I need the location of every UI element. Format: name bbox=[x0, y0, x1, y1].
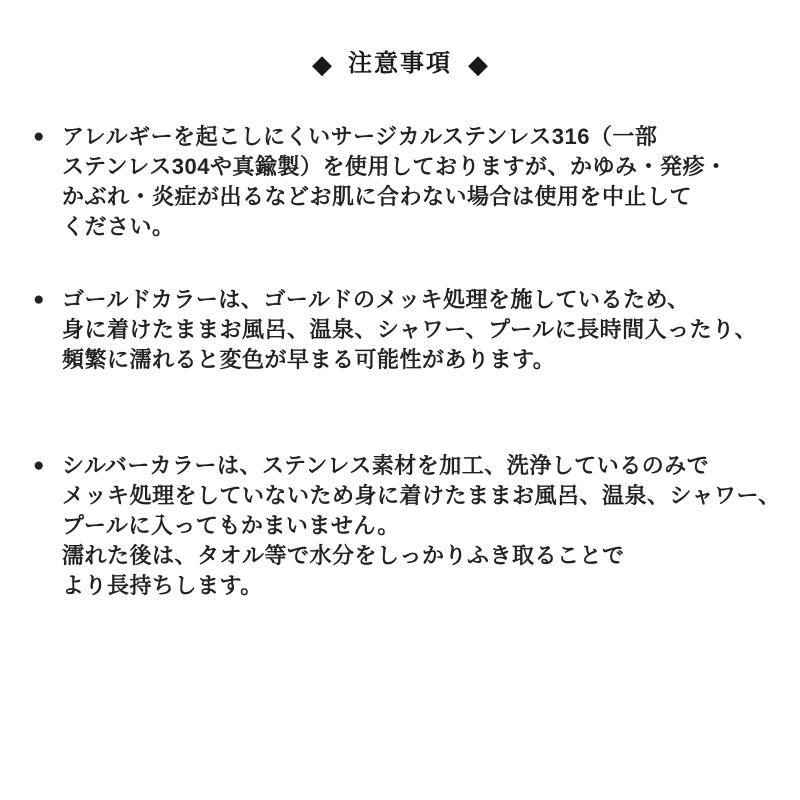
page-title-text: 注意事項 bbox=[348, 50, 452, 77]
page-title bbox=[0, 50, 800, 78]
notice-text-allergy bbox=[62, 122, 780, 242]
notice-item-silver-color bbox=[0, 451, 800, 601]
diamond-icon-right: ◆ bbox=[468, 49, 488, 79]
notice-item-gold-color bbox=[0, 285, 800, 375]
notice-line: 頻繁に濡れると変色が早まる可能性があります。 bbox=[62, 347, 556, 372]
notice-line: 濡れた後は、タオル等で水分をしっかりふき取ることで bbox=[62, 543, 625, 568]
bullet-icon: ● bbox=[33, 289, 45, 310]
notice-line: シルバーカラーは、ステンレス素材を加工、洗浄しているのみで bbox=[62, 453, 710, 478]
notice-line: 身に着けたままお風呂、温泉、シャワー、プールに長時間入ったり、 bbox=[62, 317, 758, 342]
notice-item-allergy bbox=[0, 122, 800, 242]
notice-text-silver-color bbox=[62, 451, 781, 601]
notice-line: アレルギーを起こしにくいサージカルステンレス316（一部 bbox=[62, 124, 658, 149]
bullet-icon: ● bbox=[33, 126, 45, 147]
notice-line: かぶれ・炎症が出るなどお肌に合わない場合は使用を中止して bbox=[62, 184, 693, 209]
notice-line: ください。 bbox=[62, 214, 175, 239]
notice-line: メッキ処理をしていないため身に着けたままお風呂、温泉、シャワー、 bbox=[62, 483, 781, 508]
notice-line: より長持ちします。 bbox=[62, 573, 263, 598]
notice-text-gold-color bbox=[62, 285, 780, 375]
notice-line: プールに入ってもかまいません。 bbox=[62, 513, 400, 538]
notice-list bbox=[0, 122, 800, 601]
notice-line: ゴールドカラーは、ゴールドのメッキ処理を施しているため、 bbox=[62, 287, 690, 312]
diamond-icon-left: ◆ bbox=[312, 49, 332, 79]
notice-line: ステンレス304や真鍮製）を使用しておりますが、かゆみ・発疹・ bbox=[62, 154, 728, 179]
bullet-icon: ● bbox=[33, 455, 45, 476]
